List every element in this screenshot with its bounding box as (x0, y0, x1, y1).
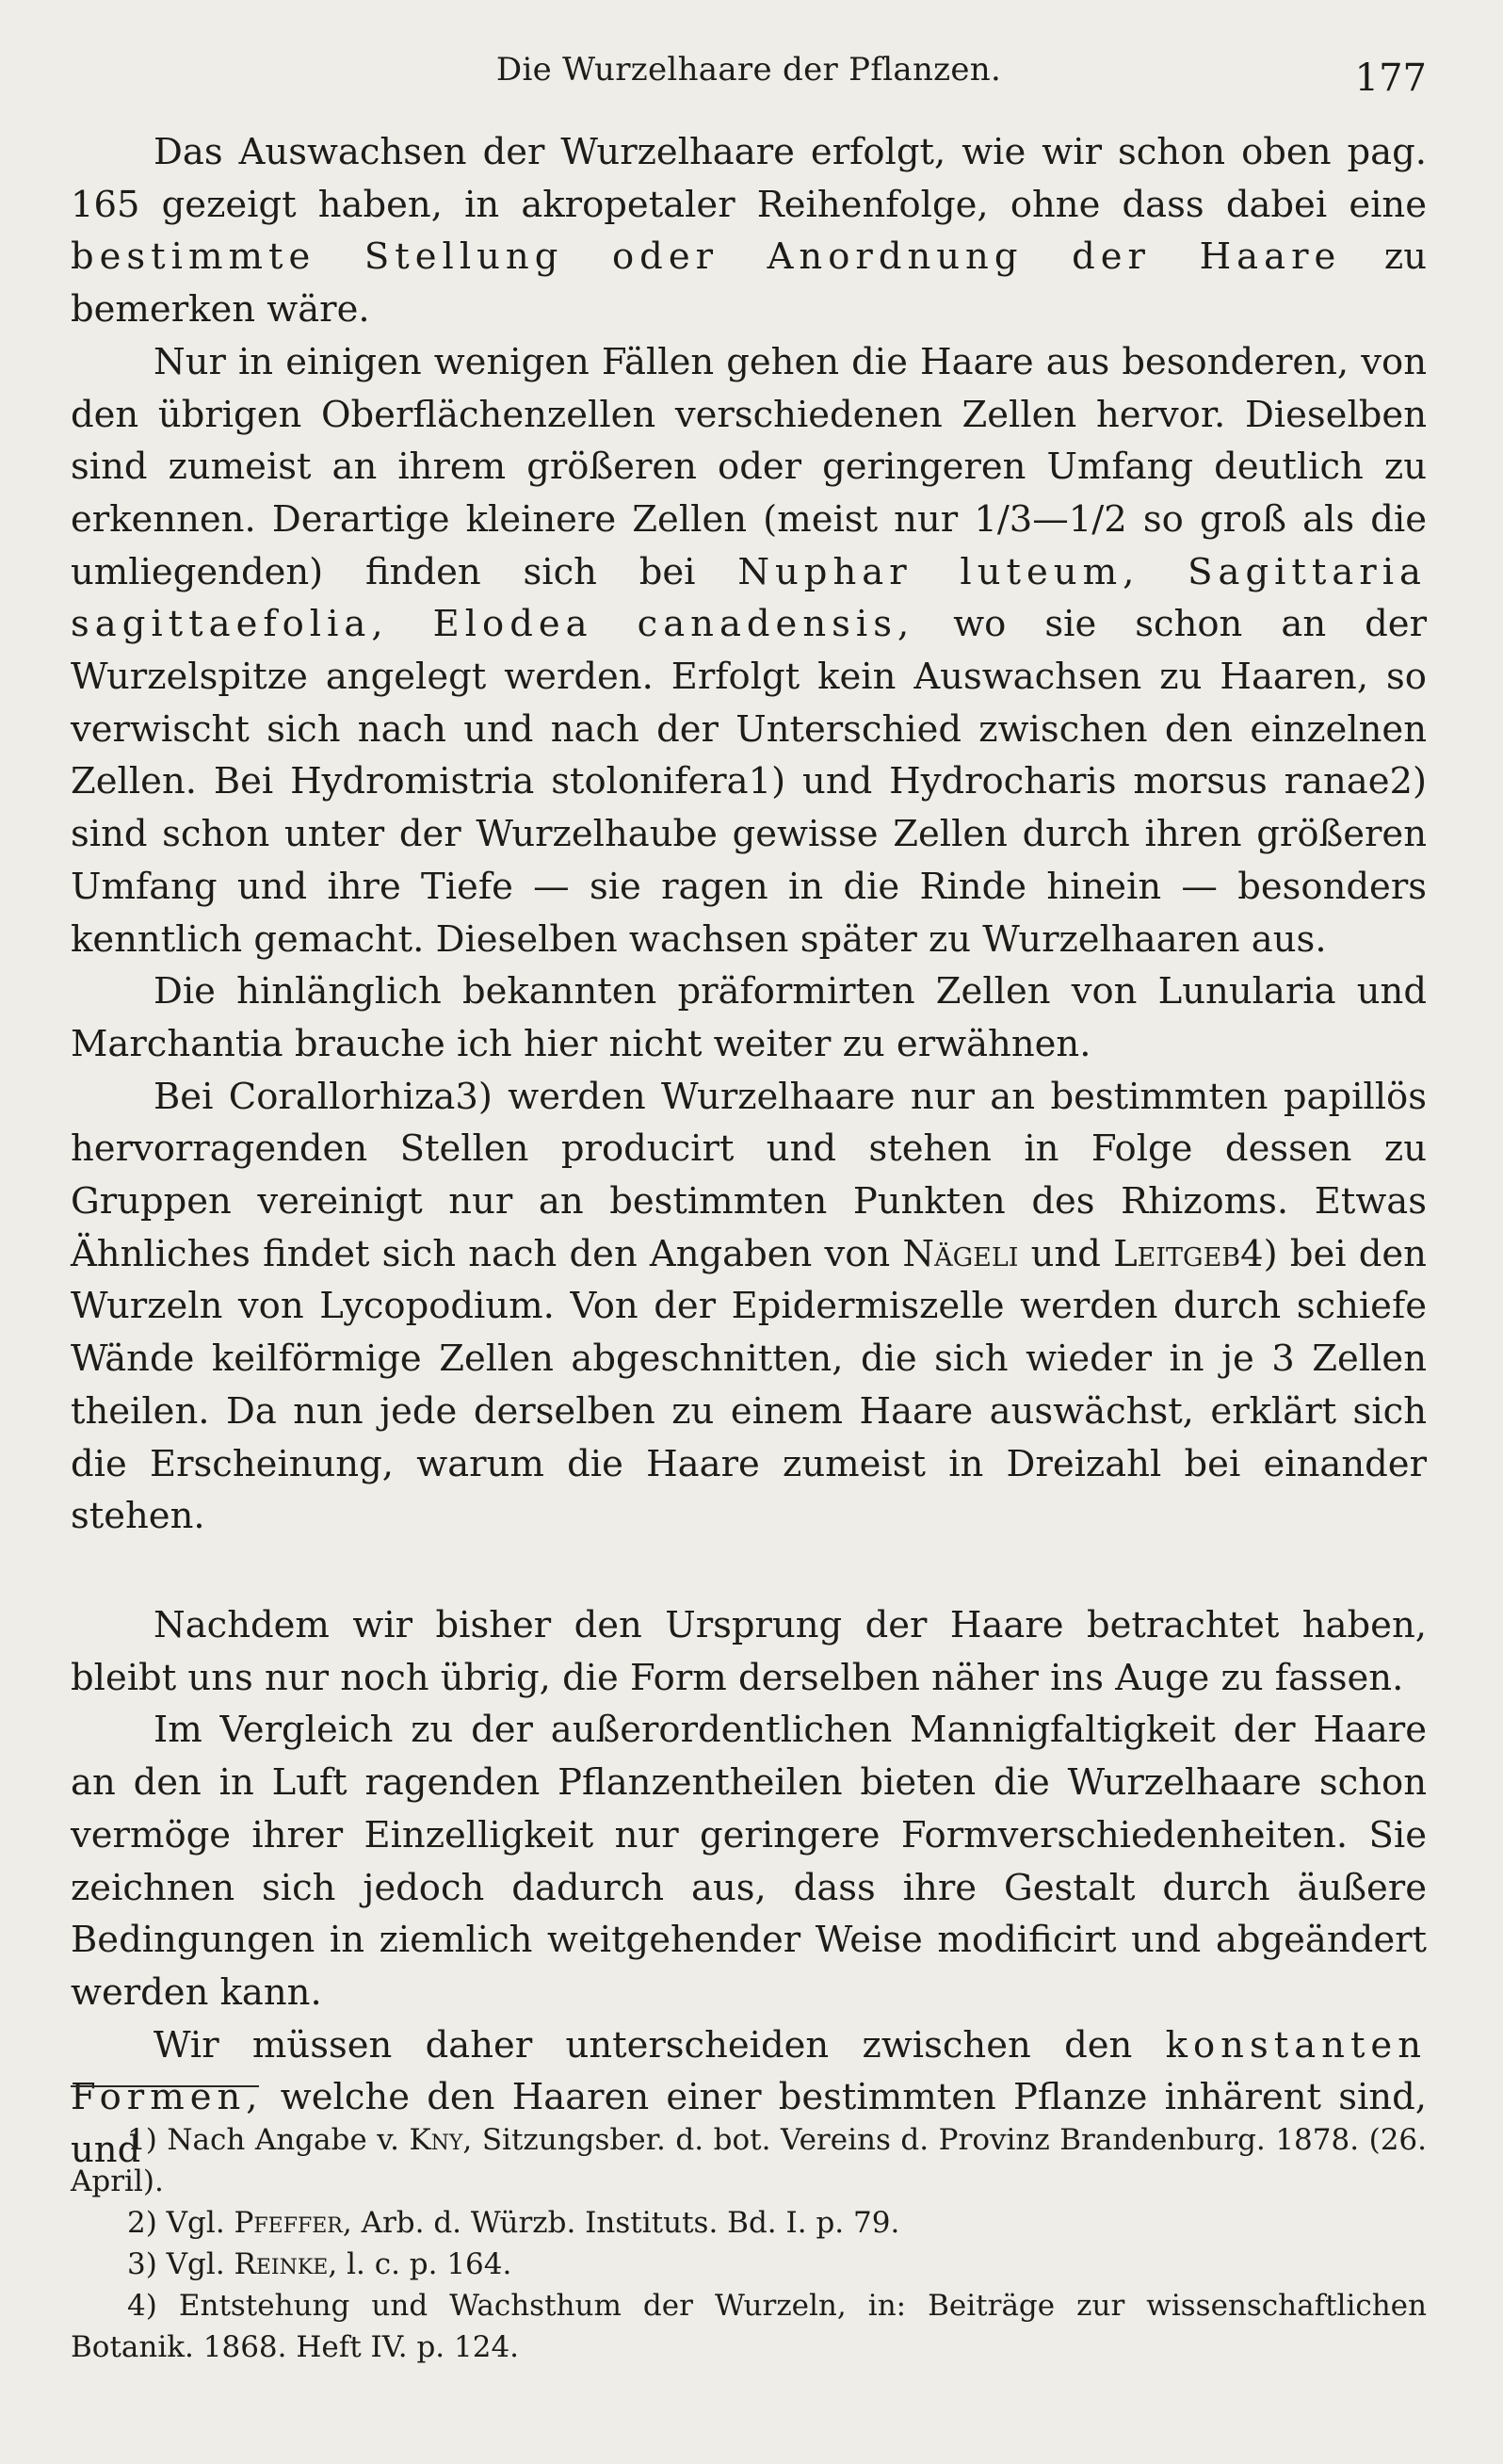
spaced-emphasis: konstanten Formen, (71, 2023, 1427, 2119)
author-name: Nägeli (902, 1232, 1019, 1275)
spaced-emphasis: bestimmte Stellung oder Anordnung der Haare (71, 235, 1342, 279)
text-run: Das Auswachsen der Wurzelhaare erfolgt, wie wir schon oben pag. 165 gezeigt haben, in akropetaler Reihenfolge, ohne dass dabei eine (71, 131, 1427, 226)
page-header (71, 38, 1427, 104)
text-run: Im Vergleich zu der außerordentlichen Mannigfaltigkeit der Haare an den in Luft ragenden Pflanzentheilen bieten die Wurzelhaare schon vermöge ihrer Einzelligkeit nur geringere Formverschiedenheiten. Sie zeichnen sich jedoch dadurch aus, dass ihre Gestalt durch äußere Bedingungen in ziemlich weitgehender Weise modificirt und abgeändert werden kann. (71, 1709, 1427, 2014)
page-number: 177 (1354, 57, 1427, 100)
text-run: Die hinlänglich bekannten präformirten Zellen von Lunularia und Marchantia brauche ich hier nicht weiter zu erwähnen. (71, 970, 1427, 1065)
text-run: Wir müssen daher unterscheiden zwischen den (154, 2023, 1133, 2067)
paragraph-5 (71, 1599, 1427, 1704)
text-run: 3) Vgl. (127, 2247, 225, 2281)
footnote-3 (71, 2244, 1427, 2285)
footnote-separator (71, 2085, 259, 2087)
text-run: , Arb. d. Würzb. Instituts. Bd. I. p. 79. (342, 2206, 900, 2240)
text-run: , l. c. p. 164. (328, 2247, 512, 2281)
paragraph-1 (71, 126, 1427, 336)
text-run: und (1030, 1232, 1101, 1275)
footnotes (71, 2119, 1427, 2368)
paragraph-4 (71, 1071, 1427, 1543)
text-run: wo sie schon an der Wurzelspitze angelegt werden. Erfolgt kein Auswachsen zu Haaren, so verwischt sich nach und nach der Unterschied zwischen den einzelnen Zellen. Bei Hydromistria stolonifera1) und Hydrocharis morsus ranae2) sind schon unter der Wurzelhaube gewisse Zellen durch ihren größeren Umfang und ihre Tiefe — sie ragen in die Rinde hinein — besonders kenntlich gemacht. Dieselben wachsen später zu Wurzelhaaren aus. (71, 603, 1427, 961)
footnote-1 (71, 2119, 1427, 2202)
text-run: 4) bei den Wurzeln von Lycopodium. Von der Epidermiszelle werden durch schiefe Wände keilförmige Zellen abgeschnitten, die sich wieder in je 3 Zellen theilen. Da nun jede derselben zu einem Haare auswächst, erklärt sich die Erscheinung, warum die Haare zumeist in Dreizahl bei einander stehen. (71, 1232, 1427, 1538)
text-run: 1) Nach Angabe v. (127, 2123, 399, 2157)
paragraph-3 (71, 965, 1427, 1070)
text-run: Nur in einigen wenigen Fällen gehen die Haare aus besonderen, von den übrigen Oberflächenzellen verschiedenen Zellen hervor. Dieselben sind zumeist an ihrem größeren oder geringeren Umfang deutlich zu erkennen. Derartige kleinere Zellen (meist nur 1/3—1/2 so groß als die umliegenden) finden sich bei (71, 340, 1427, 593)
text-run: , Sitzungsber. d. bot. Vereins d. Provinz Brandenburg. 1878. (26. April). (71, 2123, 1428, 2198)
footnote-4 (71, 2285, 1427, 2368)
spaced-emphasis: Nuphar luteum, Sagittaria sagittaefolia, Elodea canadensis, (71, 550, 1427, 646)
body-text (71, 126, 1427, 2177)
author-name: Kny (409, 2123, 463, 2157)
text-run: zu bemerken wäre. (71, 235, 1427, 332)
running-title: Die Wurzelhaare der Pflanzen. (495, 51, 1002, 89)
author-name: Reinke (234, 2247, 329, 2281)
author-name: Leitgeb (1113, 1232, 1241, 1275)
paragraph-2 (71, 336, 1427, 965)
text-run: welche den Haaren einer bestimmten Pflanze inhärent sind, und (71, 2076, 1427, 2172)
author-name: Pfeffer (234, 2206, 343, 2240)
text-run: Nachdem wir bisher den Ursprung der Haare betrachtet haben, bleibt uns nur noch übrig, die Form derselben näher ins Auge zu fassen. (71, 1603, 1427, 1699)
text-run: 4) Entstehung und Wachsthum der Wurzeln, in: Beiträge zur wissenschaftlichen Botanik. 1868. Heft IV. p. 124. (71, 2289, 1427, 2364)
footnote-2 (71, 2202, 1427, 2244)
text-run: Bei Corallorhiza3) werden Wurzelhaare nur an bestimmten papillös hervorragenden Stellen producirt und stehen in Folge dessen zu Gruppen vereinigt nur an bestimmten Punkten des Rhizoms. Etwas Ähnliches findet sich nach den Angaben von (71, 1075, 1427, 1275)
text-run: 2) Vgl. (127, 2206, 225, 2240)
paragraph-6 (71, 1704, 1427, 2018)
